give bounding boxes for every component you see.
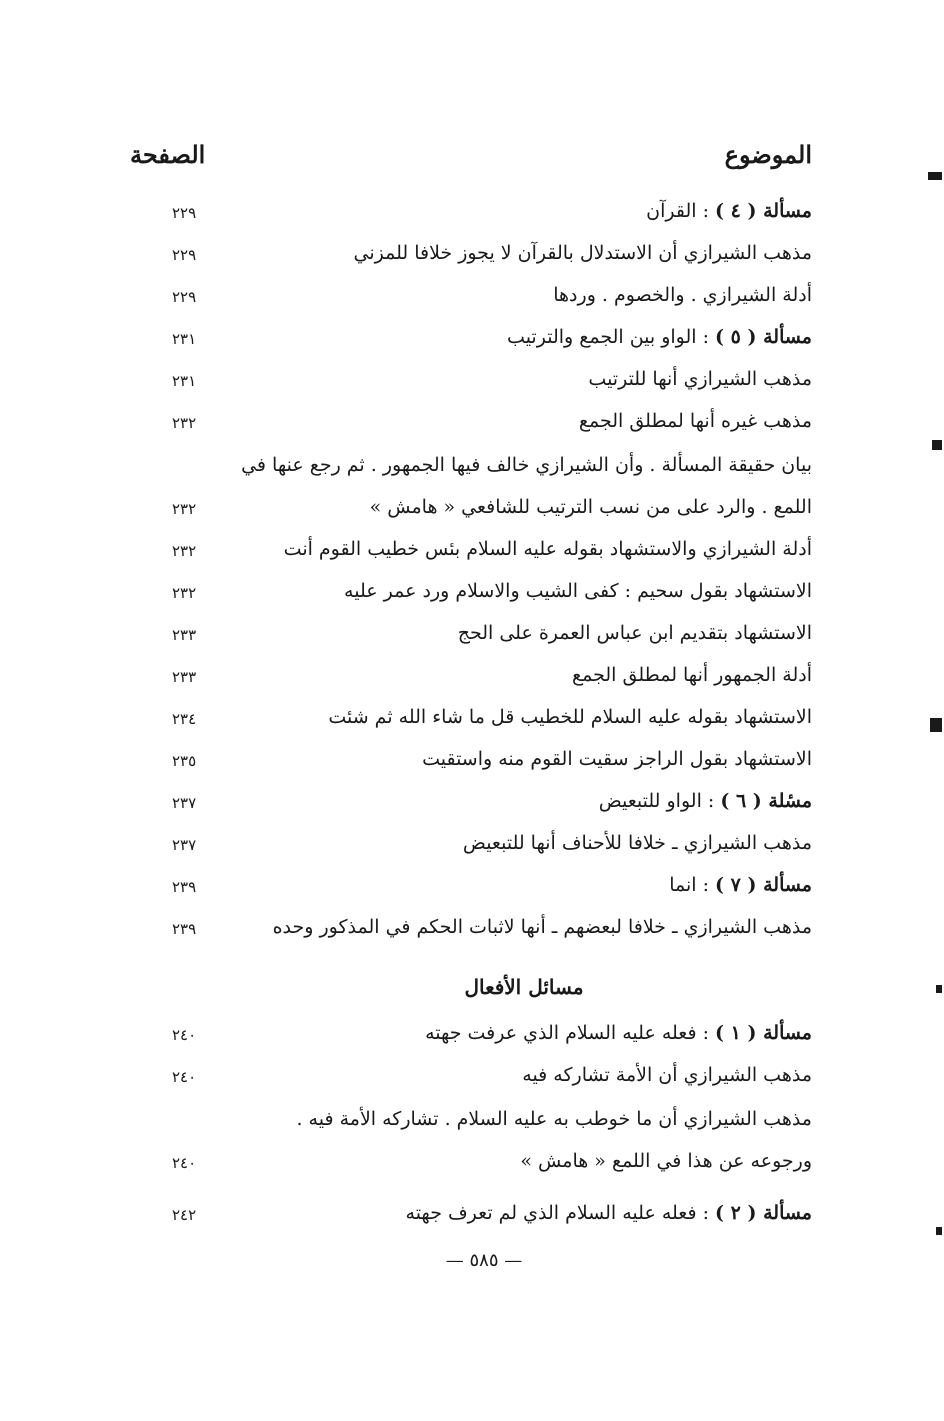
entry-page: ٢٣٣ <box>172 668 197 686</box>
entry-page: ٢٣٢ <box>172 500 197 518</box>
entry-text <box>599 786 812 816</box>
entry-page: ٢٣٤ <box>172 710 197 728</box>
entry-text: ورجوعه عن هذا في اللمع « هامش » <box>520 1150 812 1172</box>
entry-page: ٢٣٥ <box>172 752 197 770</box>
entry-page: ٢٣٧ <box>172 794 197 812</box>
scan-mark <box>930 718 942 732</box>
toc-entry <box>0 906 944 948</box>
entry-page: ٢٢٩ <box>172 288 197 306</box>
entry-page: ٢٤٢ <box>172 1206 197 1224</box>
entry-text: الاستشهاد بتقديم ابن عباس العمرة على الحج <box>457 622 812 644</box>
toc-entry <box>0 864 944 906</box>
section-heading <box>0 975 944 999</box>
issue-label: مسألة ( ١ ) <box>715 1022 812 1044</box>
issue-title: : الواو بين الجمع والترتيب <box>507 326 709 348</box>
issue-label: مسألة ( ٥ ) <box>715 326 812 348</box>
toc-entry <box>0 696 944 738</box>
entry-text: مذهب الشيرازي أن الاستدلال بالقرآن لا يجوز خلافا للمزني <box>353 242 812 264</box>
entry-page: ٢٤٠ <box>172 1026 197 1044</box>
entry-text <box>669 870 812 900</box>
page-number: — ٥٨٥ — <box>445 1250 523 1271</box>
toc-entry <box>0 612 944 654</box>
entry-page: ٢٣٢ <box>172 542 197 560</box>
entry-text <box>646 196 812 226</box>
entry-text <box>425 1018 812 1048</box>
scan-mark <box>936 985 942 993</box>
toc-entry <box>0 1012 944 1054</box>
entry-text: مذهب الشيرازي أن الأمة تشاركه فيه <box>522 1064 812 1086</box>
issue-title: : الواو للتبعيض <box>598 790 715 812</box>
issue-label: مسألة ( ٤ ) <box>715 200 812 222</box>
entry-page: ٢٣٩ <box>172 920 197 938</box>
section-title: مسائل الأفعال <box>464 975 584 999</box>
toc-entry <box>0 738 944 780</box>
entry-text <box>406 1198 812 1228</box>
entry-text: أدلة الشيرازي . والخصوم . وردها <box>553 284 812 306</box>
entry-text: مذهب الشيرازي أنها للترتيب <box>588 368 812 390</box>
entry-page: ٢٣٣ <box>172 626 197 644</box>
scan-mark <box>928 172 942 180</box>
entry-text: الاستشهاد بقول الراجز سقيت القوم منه واستقيت <box>422 748 812 770</box>
toc-entry <box>0 654 944 696</box>
toc-entry <box>0 400 944 442</box>
column-header-page: الصفحة <box>130 140 206 169</box>
entry-page: ٢٢٩ <box>172 204 197 222</box>
toc-entry <box>0 444 944 486</box>
toc-entry <box>0 1140 944 1182</box>
scan-mark <box>932 440 942 450</box>
toc-entry <box>0 822 944 864</box>
issue-title: : انما <box>669 874 709 896</box>
scan-mark <box>936 1227 942 1235</box>
issue-label: مسألة ( ٢ ) <box>715 1202 812 1224</box>
toc-entry <box>0 1098 944 1140</box>
column-header-topic: الموضوع <box>724 140 812 169</box>
entry-page: ٢٣٢ <box>172 584 197 602</box>
toc-entry <box>0 358 944 400</box>
entry-text: اللمع . والرد على من نسب الترتيب للشافعي « هامش » <box>369 496 812 518</box>
issue-title: : فعله عليه السلام الذي عرفت جهته <box>425 1022 709 1044</box>
toc-entry <box>0 780 944 822</box>
entry-text: أدلة الجمهور أنها لمطلق الجمع <box>572 664 812 686</box>
entry-text: مذهب الشيرازي أن ما خوطب به عليه السلام . تشاركه الأمة فيه . <box>296 1108 812 1130</box>
entry-page: ٢٤٠ <box>172 1068 197 1086</box>
entry-page: ٢٣٩ <box>172 878 197 896</box>
issue-title: : فعله عليه السلام الذي لم تعرف جهته <box>405 1202 709 1224</box>
toc-entry <box>0 1054 944 1096</box>
issue-title: : القرآن <box>646 200 709 222</box>
entry-text: أدلة الشيرازي والاستشهاد بقوله عليه السلام بئس خطيب القوم أنت <box>283 538 812 560</box>
entry-text: مذهب غيره أنها لمطلق الجمع <box>578 410 812 432</box>
entry-text <box>507 322 812 352</box>
entry-page: ٢٣١ <box>172 372 197 390</box>
entry-text: الاستشهاد بقوله عليه السلام للخطيب قل ما شاء الله ثم شئت <box>328 706 812 728</box>
entry-text: مذهب الشيرازي ـ خلافا لبعضهم ـ أنها لاثبات الحكم في المذكور وحده <box>272 916 812 938</box>
entry-page: ٢٤٠ <box>172 1154 197 1172</box>
entry-page: ٢٣١ <box>172 330 197 348</box>
toc-entry <box>0 1192 944 1234</box>
toc-entry <box>0 190 944 232</box>
toc-entry <box>0 232 944 274</box>
toc-entry <box>0 486 944 528</box>
page-number-footer <box>0 1250 944 1271</box>
toc-entry <box>0 570 944 612</box>
entry-page: ٢٣٧ <box>172 836 197 854</box>
entry-page: ٢٣٢ <box>172 414 197 432</box>
entry-page: ٢٢٩ <box>172 246 197 264</box>
entry-text: بيان حقيقة المسألة . وأن الشيرازي خالف فيها الجمهور . ثم رجع عنها في <box>241 454 812 476</box>
toc-entry <box>0 274 944 316</box>
entry-text: الاستشهاد بقول سحيم : كفى الشيب والاسلام ورد عمر عليه <box>344 580 812 602</box>
issue-label: مسألة ( ٧ ) <box>715 874 812 896</box>
issue-label: مسٔلة ( ٦ ) <box>720 790 812 812</box>
entry-text: مذهب الشيرازي ـ خلافا للأحناف أنها للتبعيض <box>462 832 812 854</box>
toc-entry <box>0 316 944 358</box>
toc-entry <box>0 528 944 570</box>
